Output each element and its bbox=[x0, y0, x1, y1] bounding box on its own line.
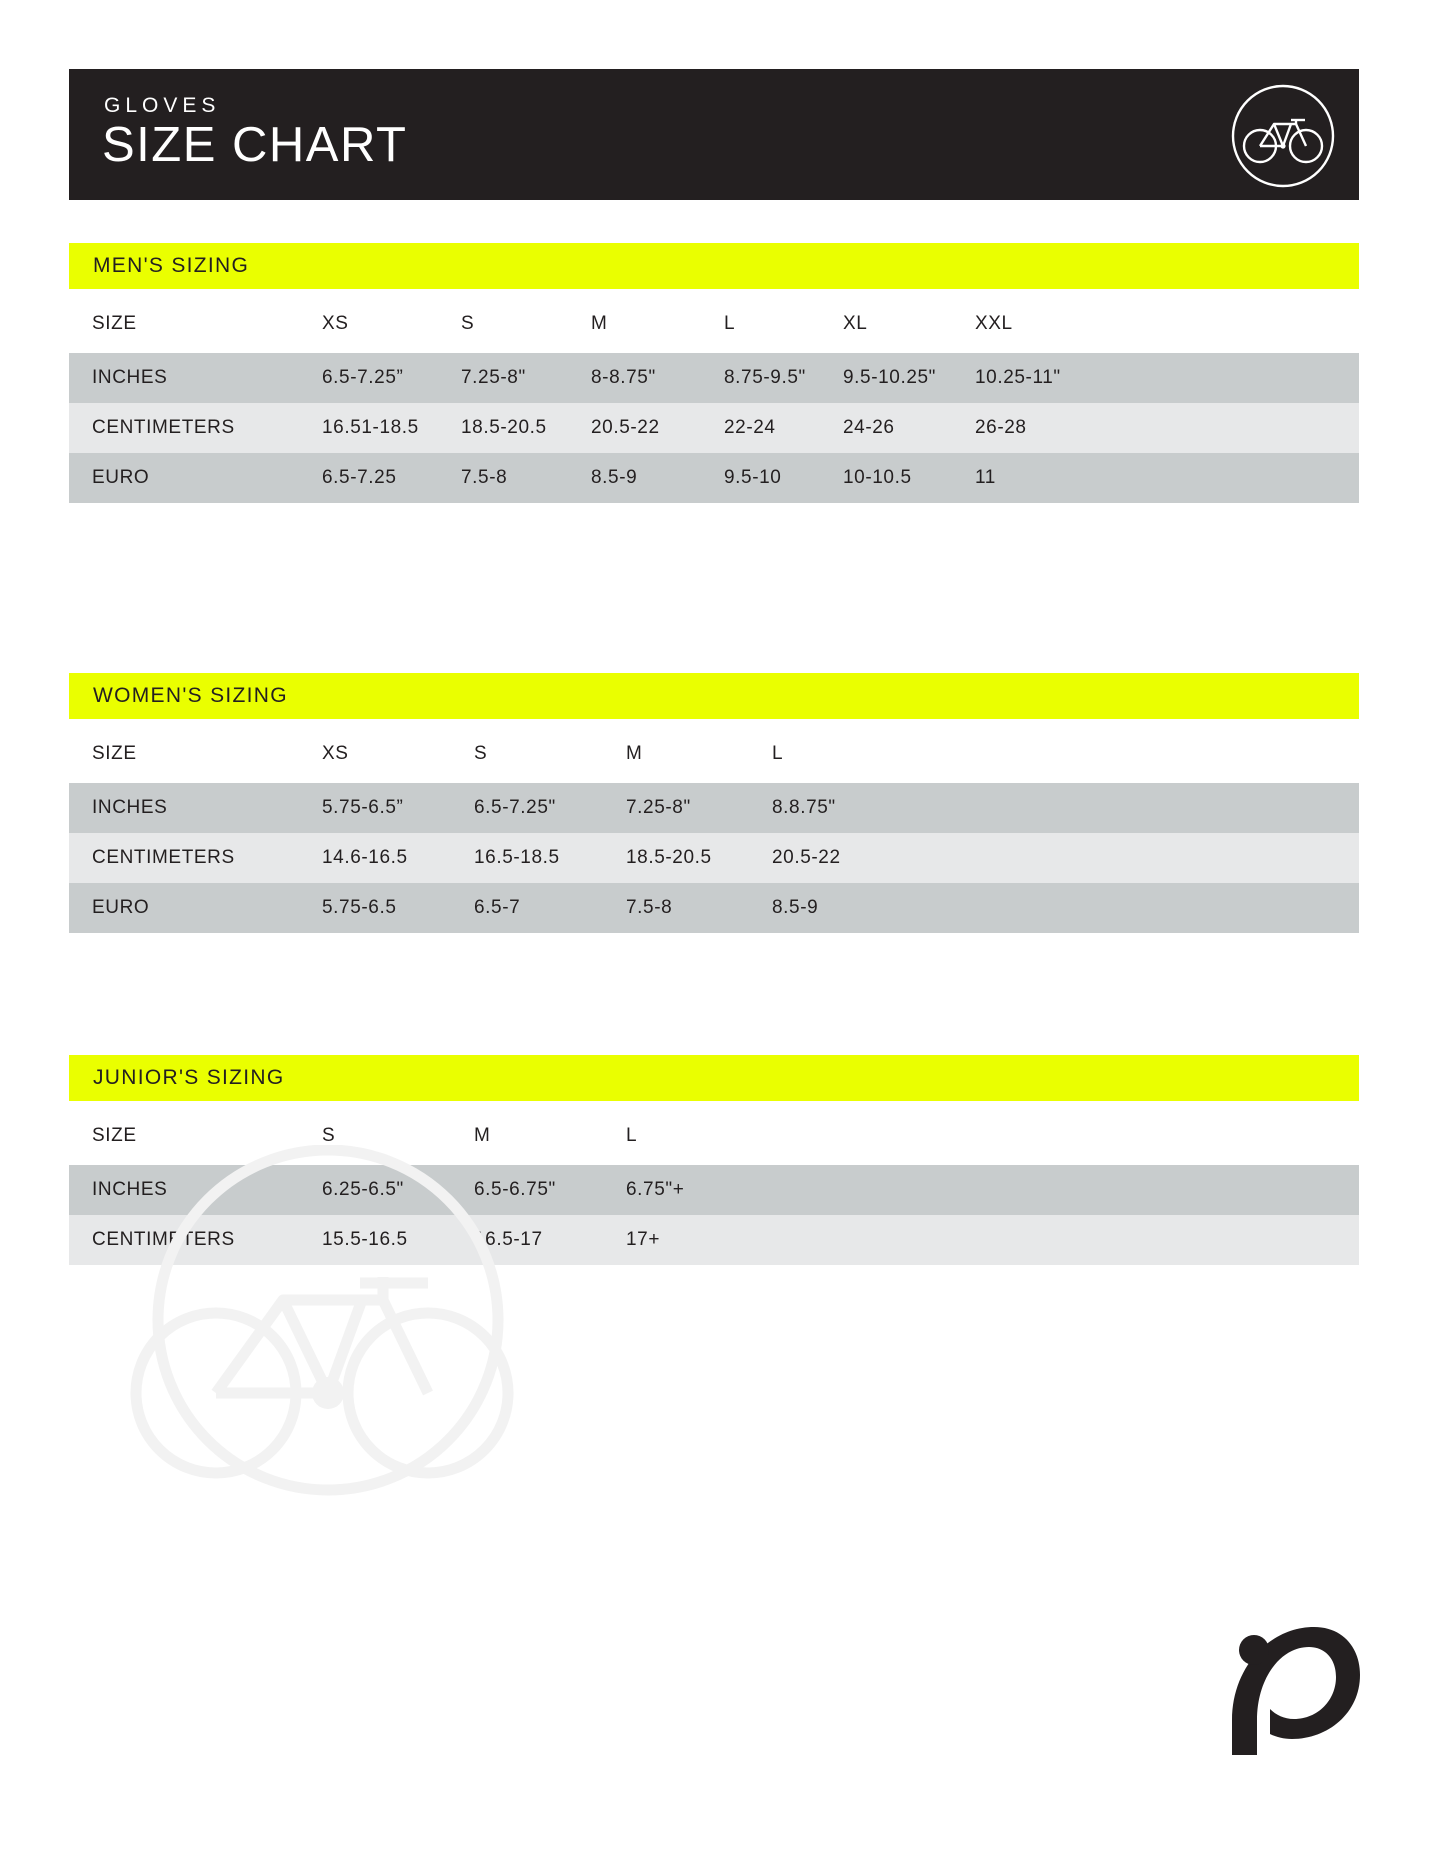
column-header: SIZE bbox=[69, 1107, 299, 1165]
table-cell: 24-26 bbox=[820, 403, 952, 453]
row-label: INCHES bbox=[69, 353, 299, 403]
table-womens-sizing bbox=[69, 725, 1359, 933]
table-cell: 7.25-8" bbox=[603, 783, 749, 833]
section-bar-mens bbox=[69, 243, 1359, 289]
table-cell: 9.5-10 bbox=[701, 453, 820, 503]
section-title: WOMEN'S SIZING bbox=[93, 684, 288, 707]
column-header: L bbox=[603, 1107, 1359, 1165]
header-eyebrow: GLOVES bbox=[104, 94, 221, 117]
page-title: SIZE CHART bbox=[102, 118, 408, 172]
column-header: M bbox=[568, 295, 701, 353]
section-mens bbox=[69, 243, 1359, 503]
table-cell: 6.5-7 bbox=[451, 883, 603, 933]
column-header: XXL bbox=[952, 295, 1359, 353]
table-cell: 5.75-6.5” bbox=[299, 783, 451, 833]
table-cell: 16.5-17 bbox=[451, 1215, 603, 1265]
row-label: EURO bbox=[69, 453, 299, 503]
table-cell: 6.5-7.25 bbox=[299, 453, 438, 503]
column-header: L bbox=[749, 725, 1359, 783]
section-title: JUNIOR'S SIZING bbox=[93, 1066, 285, 1089]
section-title: MEN'S SIZING bbox=[93, 254, 250, 277]
table-row bbox=[69, 783, 1359, 833]
column-header: M bbox=[603, 725, 749, 783]
table-cell: 17+ bbox=[603, 1215, 1359, 1265]
table-header-row bbox=[69, 295, 1359, 353]
column-header: S bbox=[451, 725, 603, 783]
row-label: INCHES bbox=[69, 783, 299, 833]
column-header: XL bbox=[820, 295, 952, 353]
table-row bbox=[69, 403, 1359, 453]
row-label: CENTIMETERS bbox=[69, 833, 299, 883]
table-row bbox=[69, 353, 1359, 403]
page-header bbox=[69, 69, 1359, 200]
table-cell: 6.5-6.75" bbox=[451, 1165, 603, 1215]
bicycle-watermark-icon bbox=[98, 1145, 558, 1545]
column-header: SIZE bbox=[69, 295, 299, 353]
column-header: SIZE bbox=[69, 725, 299, 783]
column-header: L bbox=[701, 295, 820, 353]
table-header-row bbox=[69, 725, 1359, 783]
table-cell: 18.5-20.5 bbox=[438, 403, 568, 453]
table-row bbox=[69, 453, 1359, 503]
column-header: S bbox=[299, 1107, 451, 1165]
row-label: CENTIMETERS bbox=[69, 1215, 299, 1265]
table-cell: 7.25-8" bbox=[438, 353, 568, 403]
table-row bbox=[69, 883, 1359, 933]
section-womens bbox=[69, 673, 1359, 933]
column-header: M bbox=[451, 1107, 603, 1165]
table-cell: 20.5-22 bbox=[749, 833, 1359, 883]
table-cell: 16.5-18.5 bbox=[451, 833, 603, 883]
table-cell: 9.5-10.25" bbox=[820, 353, 952, 403]
column-header: XS bbox=[299, 295, 438, 353]
row-label: CENTIMETERS bbox=[69, 403, 299, 453]
column-header: S bbox=[438, 295, 568, 353]
table-cell: 22-24 bbox=[701, 403, 820, 453]
table-cell: 8.5-9 bbox=[749, 883, 1359, 933]
table-cell: 7.5-8 bbox=[603, 883, 749, 933]
section-bar-juniors bbox=[69, 1055, 1359, 1101]
table-row bbox=[69, 833, 1359, 883]
table-cell: 20.5-22 bbox=[568, 403, 701, 453]
row-label: INCHES bbox=[69, 1165, 299, 1215]
table-cell: 6.5-7.25” bbox=[299, 353, 438, 403]
table-cell: 8.75-9.5" bbox=[701, 353, 820, 403]
table-cell: 6.5-7.25" bbox=[451, 783, 603, 833]
section-bar-womens bbox=[69, 673, 1359, 719]
table-cell: 14.6-16.5 bbox=[299, 833, 451, 883]
table-cell: 15.5-16.5 bbox=[299, 1215, 451, 1265]
table-cell: 5.75-6.5 bbox=[299, 883, 451, 933]
pearl-izumi-logo bbox=[1210, 1605, 1360, 1755]
row-label: EURO bbox=[69, 883, 299, 933]
table-cell: 26-28 bbox=[952, 403, 1359, 453]
table-cell: 7.5-8 bbox=[438, 453, 568, 503]
table-cell: 6.25-6.5" bbox=[299, 1165, 451, 1215]
table-cell: 6.75"+ bbox=[603, 1165, 1359, 1215]
table-mens-sizing bbox=[69, 295, 1359, 503]
bicycle-icon bbox=[1227, 80, 1339, 192]
table-cell: 18.5-20.5 bbox=[603, 833, 749, 883]
table-cell: 10-10.5 bbox=[820, 453, 952, 503]
table-cell: 11 bbox=[952, 453, 1359, 503]
table-cell: 16.51-18.5 bbox=[299, 403, 438, 453]
column-header: XS bbox=[299, 725, 451, 783]
table-cell: 8-8.75" bbox=[568, 353, 701, 403]
table-cell: 8.5-9 bbox=[568, 453, 701, 503]
table-cell: 10.25-11" bbox=[952, 353, 1359, 403]
table-cell: 8.8.75" bbox=[749, 783, 1359, 833]
